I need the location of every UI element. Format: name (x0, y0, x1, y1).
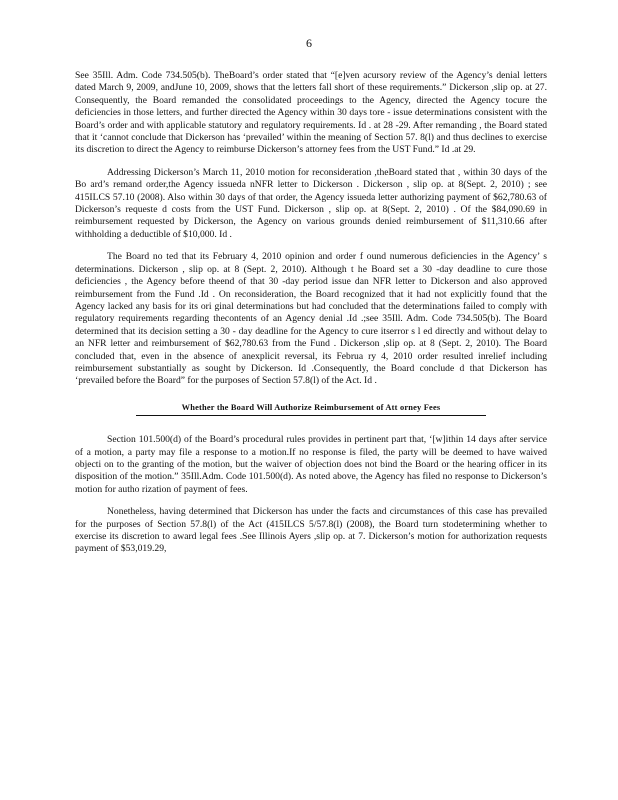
paragraph-3: The Board no ted that its February 4, 2010 opinion and order f ound numerous deficiencies in the Agency’ s determinations. Dickerson , slip op. at 8 (Sept. 2, 2010). Although t he Board set a 30 -day deadline to cure those deficiencies , the Agency before theend of that 30 -day period issue dan NFR letter to Dickerson and also approved reimbursement from the Fund .Id . On reconsideration, the Board recognized that it had not explicitly found that the Agency lacked any basis for its ori ginal determinations but had concluded that the determinations failed to comply with regulatory requirements regarding thecontents of an Agency denial .Id .;see 35Ill. Adm. Code 734.505(b). The Board determined that its decision setting a 30 - day deadline for the Agency to cure itserror s l ed directly and without delay to an NFR letter and reimbursement of $62,780.63 from the Fund . Dickerson ,slip op. at 8 (Sept. 2, 2010). The Board concluded that, even in the absence of anexplicit reversal, its Februa ry 4, 2010 order resulted inrelief including reimbursement substantially as sought by Dickerson. Id .Consequently, the Board conclude d that Dickerson has ‘prevailed before the Board” for the purposes of Section 57.8(l) of the Act. Id . (75, 251, 547, 387)
section-heading-text: Whether the Board Will Authorize Reimbursement of Att orney Fees (136, 402, 486, 416)
document-body (75, 70, 547, 566)
paragraph-5: Nonetheless, having determined that Dickerson has under the facts and circumstances of this case has prevailed for the purposes of Section 57.8(l) of the Act (415ILCS 5/57.8(l) (2008), the Board turn stodetermining whether to exercise its discretion to award legal fees .See Illinois Ayers ,slip op. at 7. Dickerson’s motion for authorization requests payment of $53,019.29, (75, 506, 547, 555)
section-heading (75, 402, 547, 416)
paragraph-4: Section 101.500(d) of the Board’s procedural rules provides in pertinent part that, ‘[w]ithin 14 days after service of a motion, a party may file a response to a motion.If no response is filed, the party will be deemed to have waived objecti on to the granting of the motion, but the waiver of objection does not bind the Board or the hearing officer in its disposition of the motion.” 35Ill.Adm. Code 101.500(d). As noted above, the Agency has filed no response to Dickerson’s motion for autho rization of payment of fees. (75, 434, 547, 495)
page-number: 6 (306, 36, 312, 50)
paragraph-2: Addressing Dickerson’s March 11, 2010 motion for reconsideration ,theBoard stated that , within 30 days of the Bo ard’s remand order,the Agency issueda nNFR letter to Dickerson . Dickerson , slip op. at 8(Sept. 2, 2010) ; see 415ILCS 57.10 (2008). Also within 30 days of that order, the Agency issueda letter authorizing payment of $62,780.63 of Dickerson’s requeste d costs from the UST Fund. Dickerson , slip op. at 8(Sept. 2, 2010) . Of the $84,090.69 in reimbursement requested by Dickerson, the Agency on various grounds denied reimbursement of $11,310.66 after withholding a deductible of $10,000. Id . (75, 166, 547, 240)
paragraph-1: See 35Ill. Adm. Code 734.505(b). TheBoard’s order stated that “[e]ven acursory review of the Agency’s denial letters dated March 9, 2009, andJune 10, 2009, shows that the letters fall short of these requirements.” Dickerson ,slip op. at 27. Consequently, the Board remanded the consolidated proceedings to the Agency, directed the Agency tocure the deficiencies in those letters, and further directed the Agency within 30 days tore - issue determinations consistent with the Board’s order and with applicable statutory and regulatory requirements. Id . at 28 -29. After remanding , the Board stated that it ‘cannot conclude that Dickerson has ‘prevailed’ within the meaning of Section 57. 8(l) and thus declines to exercise its discretion to direct the Agency to reimburse Dickerson’s attorney fees from the UST Fund.” Id .at 29. (75, 70, 547, 156)
